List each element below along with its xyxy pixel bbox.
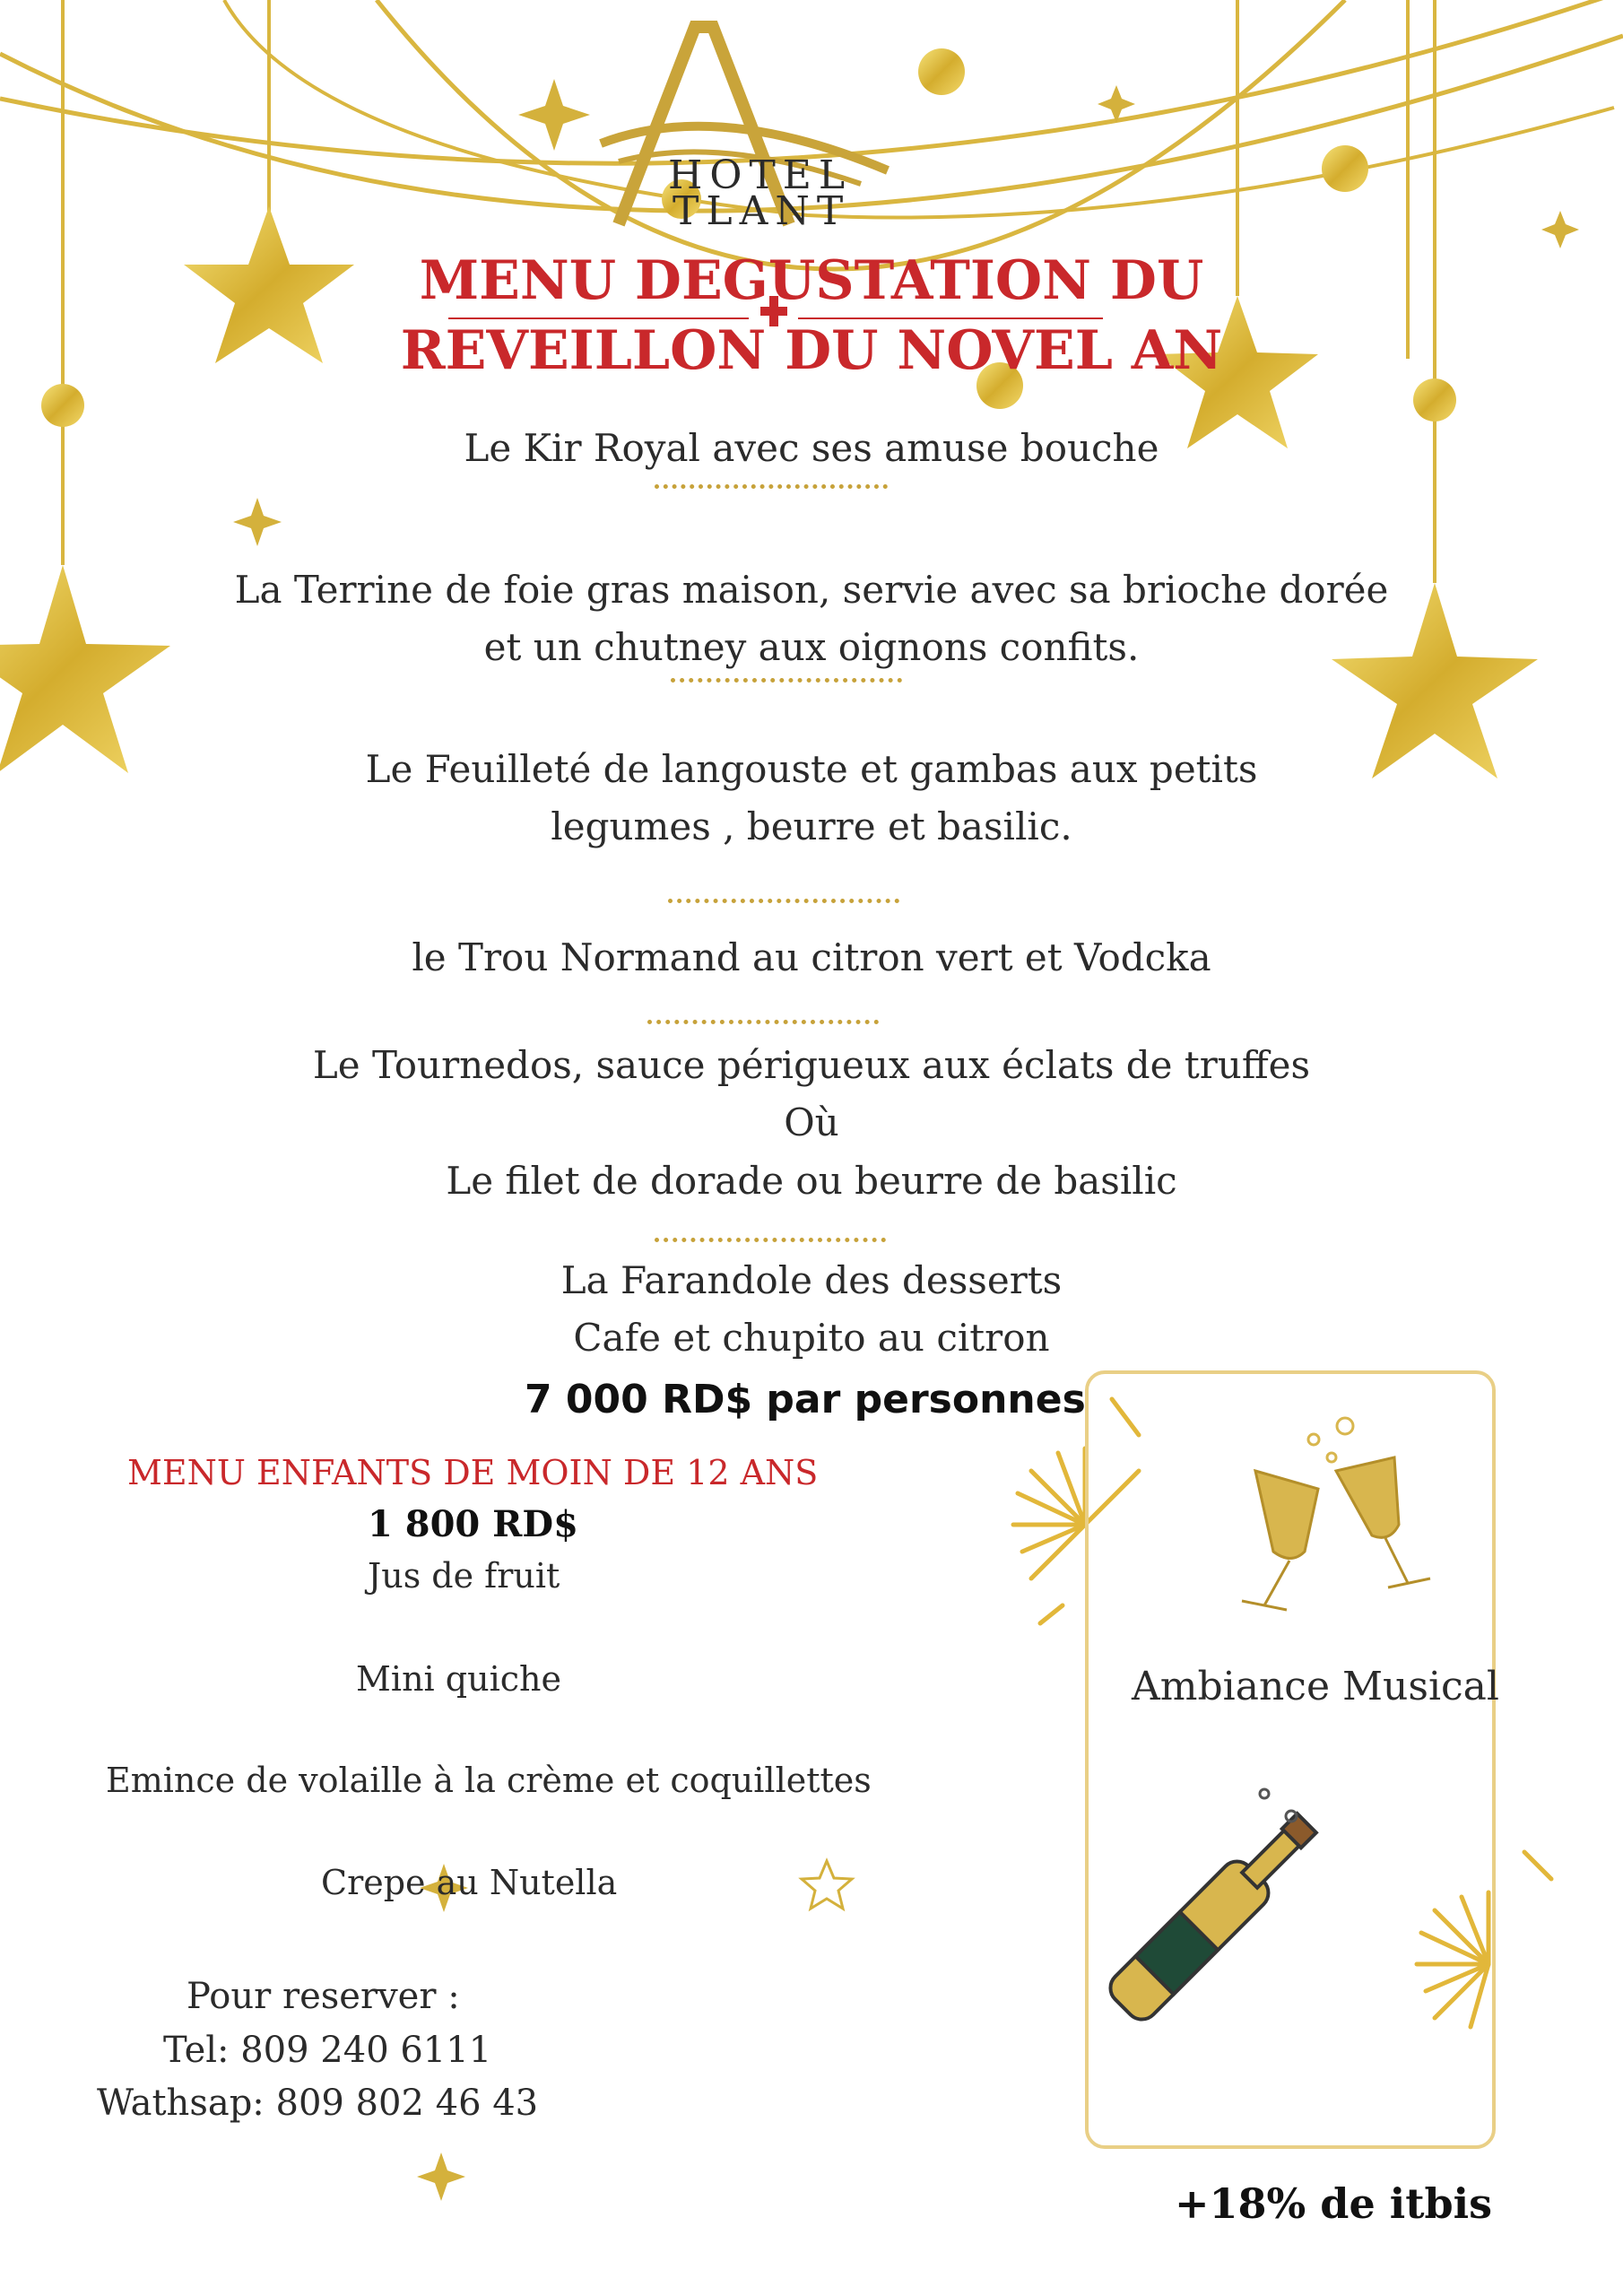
dish-terrine-line1: La Terrine de foie gras maison, servie avec sa brioche dorée (234, 568, 1389, 612)
dish-tournedos: Le Tournedos, sauce périgueux aux éclats de truffes (312, 1043, 1311, 1087)
dotted-divider (655, 484, 888, 489)
kids-item-crepe: Crepe au Nutella (321, 1863, 618, 1902)
dish-feuillete-line1: Le Feuilleté de langouste et gambas aux petits (365, 747, 1258, 791)
dish-cafe: Cafe et chupito au citron (573, 1316, 1050, 1360)
dish-dorade: Le filet de dorade ou beurre de basilic (446, 1159, 1177, 1203)
kids-item-juice: Jus de fruit (368, 1556, 560, 1596)
garland-3 (377, 0, 1345, 269)
sparkle-icon (417, 2152, 465, 2201)
kids-item-quiche: Mini quiche (356, 1659, 561, 1699)
menu-price: 7 000 RD$ par personnes (525, 1377, 1086, 1422)
ornament-ball (1413, 378, 1456, 422)
dish-kir-royal: Le Kir Royal avec ses amuse bouche (464, 426, 1159, 470)
kids-item-emince: Emince de volaille à la crème et coquillettes (106, 1761, 872, 1800)
dotted-divider (668, 899, 899, 903)
dish-or: Où (784, 1100, 839, 1144)
ornament-ball (918, 48, 965, 95)
ornament-ball (41, 384, 84, 427)
dish-feuillete-line2: legumes , beurre et basilic. (551, 804, 1072, 848)
sparkle-icon (233, 498, 282, 546)
dish-trou-normand: le Trou Normand au citron vert et Vodcka (412, 935, 1211, 979)
kids-menu-title: MENU ENFANTS DE MOIN DE 12 ANS (127, 1453, 819, 1492)
tax-note: +18% de itbis (1175, 2179, 1492, 2228)
reserve-label: Pour reserver : (187, 1976, 460, 2017)
reserve-whatsapp[interactable]: Wathsap: 809 802 46 43 (97, 2083, 539, 2124)
logo-text-atlant: TLANT (673, 188, 851, 234)
dotted-divider (655, 1238, 886, 1242)
sparkle-icon (518, 79, 590, 151)
ambiance-text: Ambiance Musical (1132, 1664, 1499, 1709)
star-outline-icon (802, 1861, 852, 1909)
menu-title-line2: REVEILLON DU NOVEL AN (400, 319, 1223, 382)
dish-desserts: La Farandole des desserts (560, 1258, 1063, 1302)
kids-menu-price: 1 800 RD$ (368, 1503, 578, 1545)
logo-text-hotel: HOTEL (668, 152, 853, 198)
garland-4 (224, 0, 1614, 218)
reserve-phone[interactable]: Tel: 809 240 6111 (163, 2030, 492, 2071)
ornament-ball (1322, 145, 1368, 192)
dotted-divider (647, 1020, 879, 1024)
menu-title-line1: MENU DEGUSTATION DU (419, 249, 1204, 312)
sparkle-icon (1541, 211, 1579, 248)
ambiance-frame (1085, 1370, 1496, 2149)
dish-terrine-line2: et un chutney aux oignons confits. (483, 625, 1140, 669)
dotted-divider (671, 678, 902, 683)
